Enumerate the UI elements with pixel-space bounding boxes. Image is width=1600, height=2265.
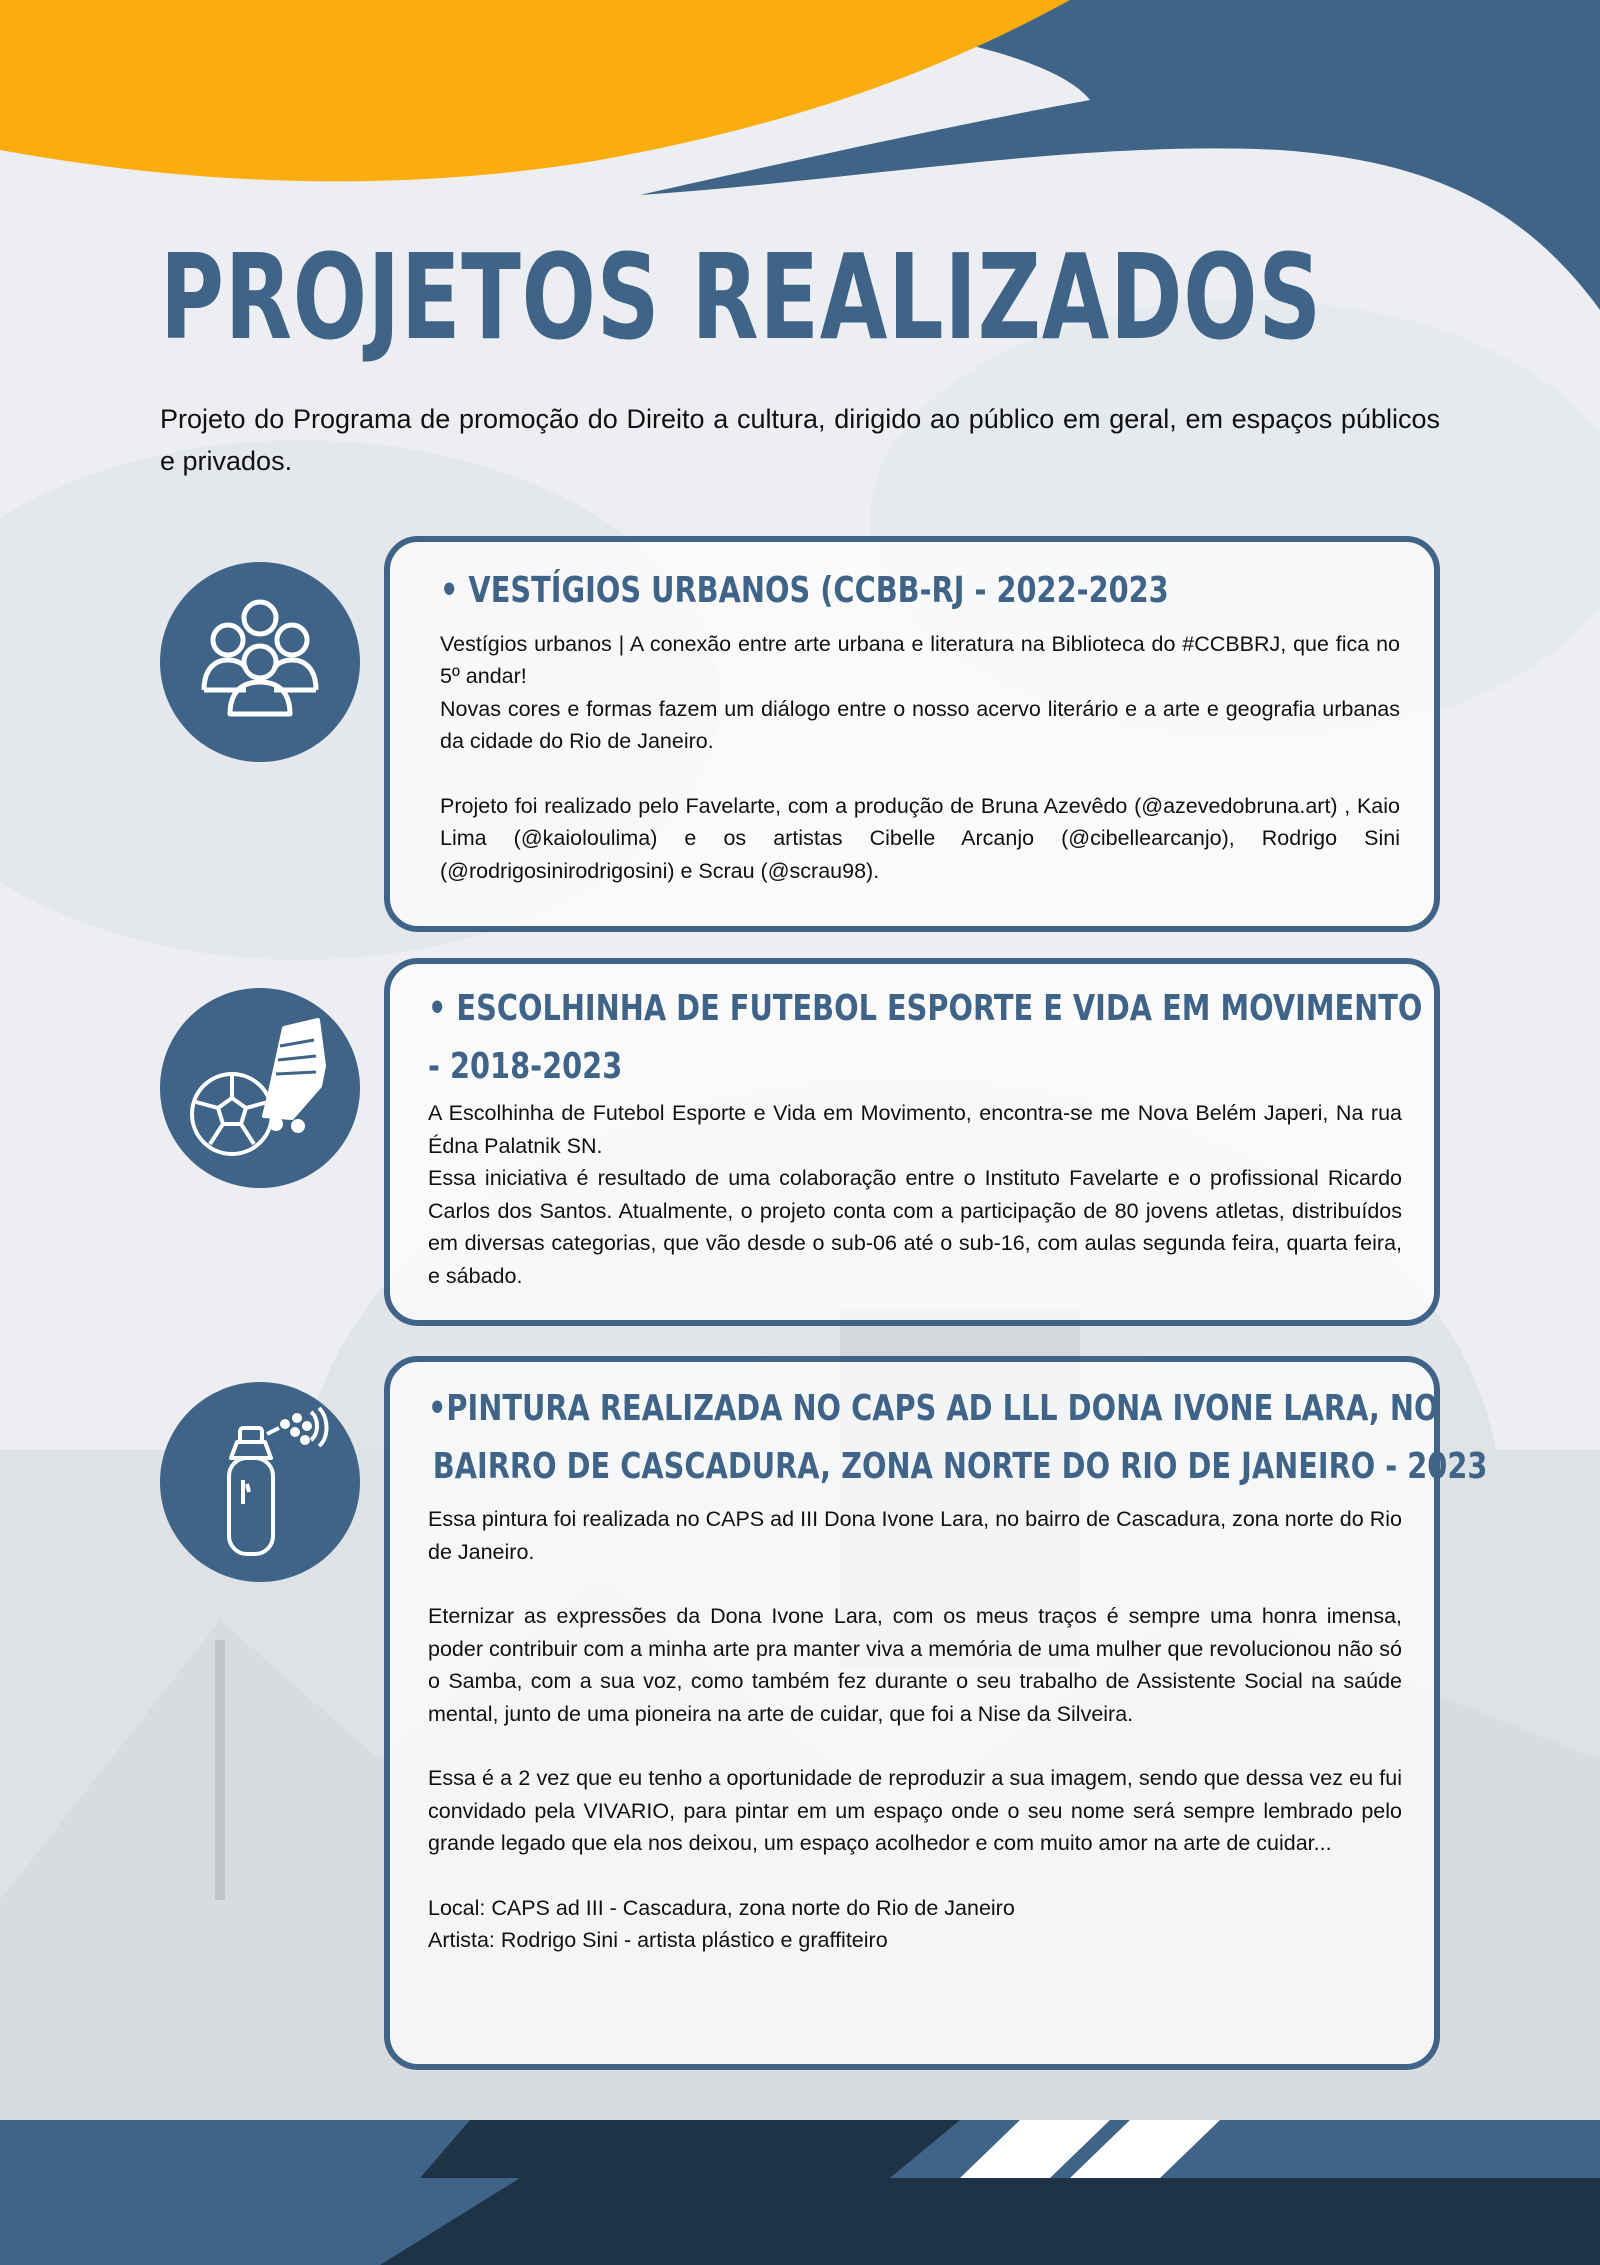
project-icon-circle: [160, 988, 360, 1188]
project-card-1: [384, 536, 1440, 932]
project-title: •PINTURA REALIZADA NO CAPS AD LLL DONA IVONE LARA, NO: [428, 1388, 1439, 1429]
project-artist: Artista: Rodrigo Sini - artista plástico e graffiteiro: [428, 1928, 888, 1953]
project-paragraph: Essa é a 2 vez que eu tenho a oportunidade de reproduzir a sua imagem, sendo que dessa vez eu fui convidado pela VIVARIO, para pintar em um espaço onde o seu nome será sempre lembrado pelo grande legado que ela nos deixou, um espaço acolhedor e com muito amor na arte de cuidar...: [428, 1766, 1402, 1856]
project-location: Local: CAPS ad III - Cascadura, zona norte do Rio de Janeiro: [428, 1895, 1015, 1920]
project-title: • VESTÍGIOS URBANOS (CCBB-RJ - 2022-2023: [440, 570, 1169, 611]
project-title: • ESCOLHINHA DE FUTEBOL ESPORTE E VIDA EM MOVIMENTO: [428, 988, 1423, 1029]
project-icon-circle: [160, 562, 360, 762]
intro-text: Projeto do Programa de promoção do Direito a cultura, dirigido ao público em geral, em espaços públicos e privados.: [160, 404, 1440, 476]
spray-can-icon: [185, 1400, 335, 1565]
project-paragraph: Vestígios urbanos | A conexão entre arte urbana e literatura na Biblioteca do #CCBBRJ, que fica no 5º andar!: [440, 631, 1400, 689]
project-paragraph: Novas cores e formas fazem um diálogo entre o nosso acervo literário e a arte e geografia urbanas da cidade do Rio de Janeiro.: [440, 696, 1400, 754]
soccer-ball-cleat-icon: [180, 1006, 340, 1171]
project-paragraph: Eternizar as expressões da Dona Ivone Lara, com os meus traços é sempre uma honra imensa, poder contribuir com a minha arte pra manter viva a memória de uma mulher que revolucionou não só o Samba, com a sua voz, como também fez durante o seu trabalho de Assistente Social na saúde mental, junto de uma pioneira na arte de cuidar, que foi a Nise da Silveira.: [428, 1604, 1402, 1726]
project-paragraph: Projeto foi realizado pelo Favelarte, com a produção de Bruna Azevêdo (@azevedobruna.art) , Kaio Lima (@kaioloulima) e os artistas Cibelle Arcanjo (@cibellearcanjo), Rodrigo Sini (@rodrigosinirodrigosini) e Scrau (@scrau98).: [440, 793, 1400, 883]
project-card-3: [384, 1356, 1488, 2070]
project-card-2: [384, 958, 1440, 1326]
project-paragraph: Essa iniciativa é resultado de uma colaboração entre o Instituto Favelarte e o profissional Ricardo Carlos dos Santos. Atualmente, o projeto conta com a participação de 80 jovens atletas, distribuídos em diversas categorias, que vão desde o sub-06 até o sub-16, com aulas segunda feira, quarta feira, e sábado.: [428, 1166, 1402, 1288]
people-group-icon: [190, 590, 330, 735]
page-title: PROJETOS REALIZADOS: [160, 228, 1322, 366]
project-title: BAIRRO DE CASCADURA, ZONA NORTE DO RIO DE JANEIRO - 2023: [432, 1445, 1488, 1487]
project-icon-circle: [160, 1382, 360, 1582]
project-paragraph: A Escolhinha de Futebol Esporte e Vida em Movimento, encontra-se me Nova Belém Japeri, Na rua Édna Palatnik SN.: [428, 1101, 1402, 1158]
project-paragraph: Essa pintura foi realizada no CAPS ad III Dona Ivone Lara, no bairro de Cascadura, zona norte do Rio de Janeiro.: [428, 1507, 1402, 1564]
project-title: - 2018-2023: [428, 1045, 623, 1087]
